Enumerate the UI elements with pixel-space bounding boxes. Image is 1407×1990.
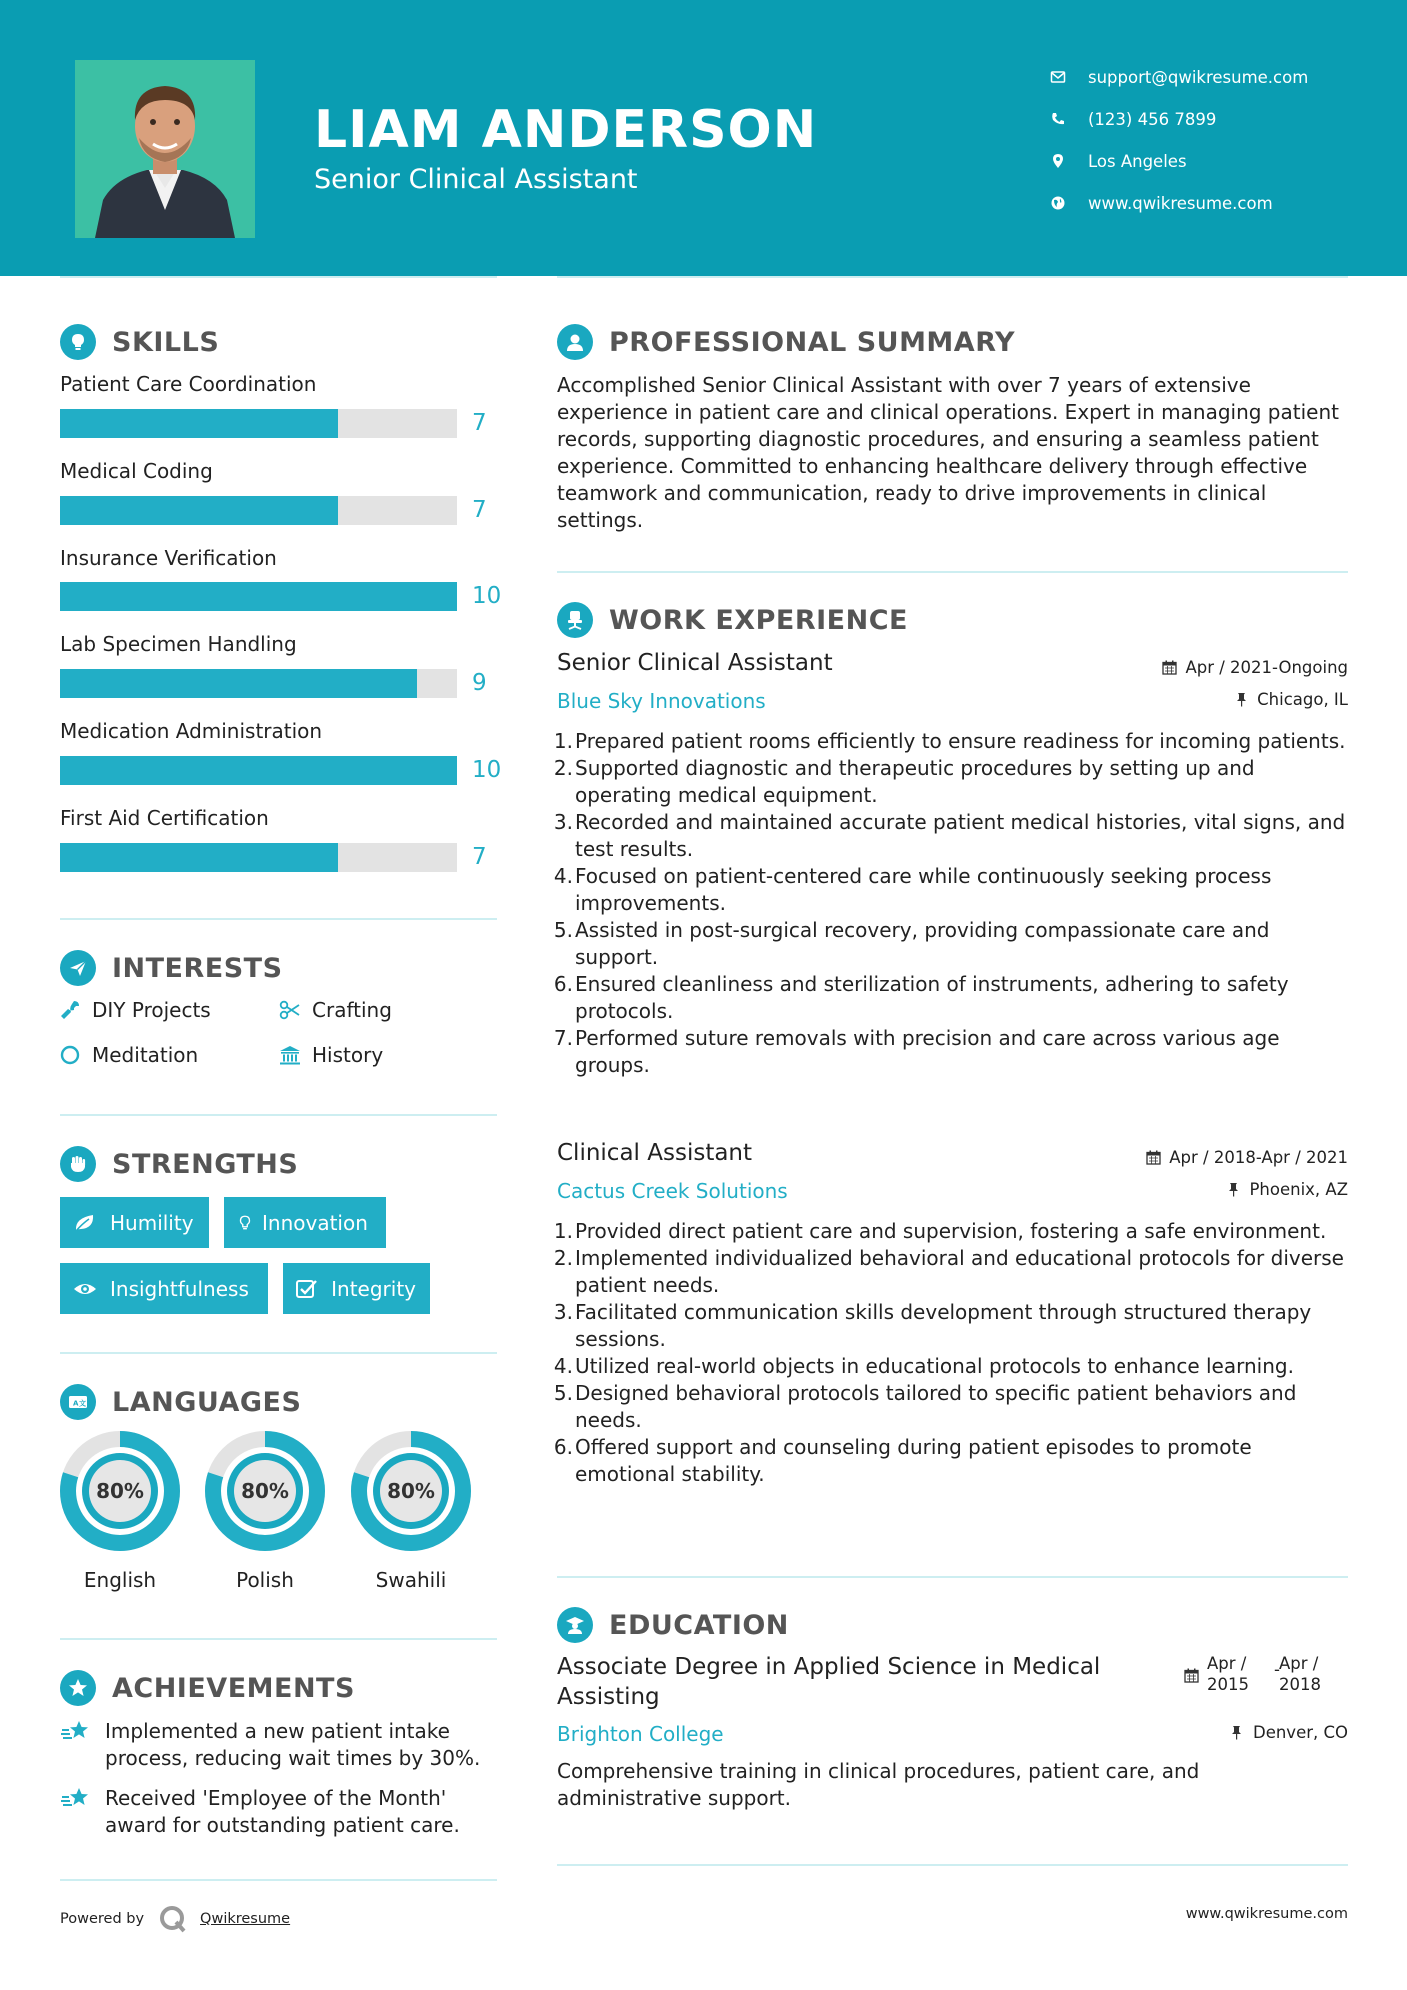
- education-description: Comprehensive training in clinical procedures, patient care, and administrative support.: [557, 1759, 1200, 1810]
- fist-icon: [60, 1146, 96, 1182]
- contact-phone: [1050, 98, 1308, 140]
- star-badge-icon: [60, 1670, 96, 1706]
- skill-label: Medical Coding: [60, 459, 213, 483]
- interest-item: [58, 995, 211, 1025]
- list-item: 2. Supported diagnostic and therapeutic procedures by setting up and operating medical equipment.: [553, 756, 1255, 807]
- job-bullets: [553, 1218, 1347, 1488]
- list-item: 3. Recorded and maintained accurate patient medical histories, vital signs, and test results.: [553, 810, 1346, 861]
- calendar-icon: [1161, 660, 1177, 676]
- list-item: 6. Ensured cleanliness and sterilization of instruments, adhering to safety protocols.: [553, 972, 1289, 1023]
- contact-location-text: Los Angeles: [1088, 151, 1187, 171]
- language-name: English: [83, 1568, 157, 1592]
- experience-divider: [557, 1576, 1348, 1578]
- skill-value: 7: [472, 844, 487, 870]
- contact-website: [1050, 182, 1308, 224]
- contact-phone-text: (123) 456 7899: [1088, 109, 1217, 129]
- powered-by-text: Powered by: [60, 1911, 145, 1927]
- skill-label: Patient Care Coordination: [60, 372, 317, 396]
- language-percent: 80%: [387, 1479, 435, 1503]
- interests-heading: [60, 948, 283, 988]
- skill-bar-track: [60, 756, 457, 785]
- list-item: 7. Performed suture removals with precision and care across various age groups.: [553, 1026, 1280, 1077]
- education-location-text: Denver, CO: [1252, 1723, 1348, 1742]
- skill-bar-fill: [60, 669, 417, 698]
- language-name: Polish: [236, 1568, 294, 1592]
- languages-divider: [60, 1638, 497, 1640]
- language-ring: [205, 1431, 325, 1551]
- strength-label: Innovation: [262, 1210, 368, 1235]
- interests-divider: [60, 1114, 497, 1116]
- job-location: [1225, 1180, 1348, 1199]
- strengths-heading: [60, 1144, 298, 1184]
- achievements-divider: [60, 1879, 497, 1881]
- achievement-text: Implemented a new patient intake process, reducing wait times by 30%.: [105, 1719, 481, 1770]
- education-location: [1229, 1723, 1348, 1742]
- languages-title: LANGUAGES: [112, 1386, 302, 1418]
- language-percent: 80%: [241, 1479, 289, 1503]
- paper-plane-icon: [60, 950, 96, 986]
- achievement-item: [60, 1718, 500, 1772]
- skill-bar-fill: [60, 756, 457, 785]
- strength-tag: [60, 1197, 209, 1248]
- skill-bar-track: [60, 496, 457, 525]
- globe-icon: [1050, 195, 1066, 211]
- scissors-icon: [278, 998, 302, 1022]
- job-location-text: Chicago, IL: [1257, 690, 1348, 709]
- language-ring: [351, 1431, 471, 1551]
- summary-title: PROFESSIONAL SUMMARY: [609, 326, 1016, 358]
- lightbulb-icon: [60, 324, 96, 360]
- svg-text:文: 文: [79, 1399, 86, 1408]
- language-card-icon: [60, 1384, 96, 1420]
- language-item: [60, 1431, 180, 1592]
- skill-label: Insurance Verification: [60, 546, 277, 570]
- job-location-text: Phoenix, AZ: [1249, 1180, 1348, 1199]
- brand-link[interactable]: Qwikresume: [200, 1911, 291, 1927]
- interest-label: History: [312, 1043, 384, 1067]
- skill-label: First Aid Certification: [60, 806, 269, 830]
- list-item: 3. Facilitated communication skills development through structured therapy sessions.: [553, 1300, 1312, 1351]
- skill-value: 10: [472, 757, 502, 783]
- job-company: Cactus Creek Solutions: [557, 1179, 788, 1203]
- eye-icon: [72, 1277, 98, 1301]
- achievements-title: ACHIEVEMENTS: [112, 1672, 355, 1704]
- achievement-text: Received 'Employee of the Month' award for outstanding patient care.: [105, 1786, 460, 1837]
- contact-email: [1050, 56, 1308, 98]
- candidate-name: LIAM ANDERSON: [314, 100, 818, 160]
- skill-bar-track: [60, 409, 457, 438]
- education-heading: [557, 1605, 789, 1645]
- skill-bar-fill: [60, 582, 457, 611]
- language-item: [351, 1431, 471, 1592]
- skill-value: 10: [472, 583, 502, 609]
- skill-bar-track: [60, 843, 457, 872]
- museum-icon: [278, 1043, 302, 1067]
- shooting-star-icon: [60, 1718, 92, 1746]
- lightbulb-icon: [236, 1211, 254, 1235]
- interest-item: [278, 995, 392, 1025]
- skill-value: 7: [472, 497, 487, 523]
- contact-email-text[interactable]: support@qwikresume.com: [1088, 67, 1309, 87]
- list-item: 5. Assisted in post-surgical recovery, providing compassionate care and support.: [553, 918, 1270, 969]
- interest-label: DIY Projects: [92, 998, 211, 1022]
- calendar-icon: [1145, 1150, 1161, 1166]
- strengths-title: STRENGTHS: [112, 1148, 299, 1180]
- graduate-icon: [557, 1607, 593, 1643]
- list-item: 6. Offered support and counseling during patient episodes to promote emotional stability.: [553, 1435, 1252, 1486]
- skill-value: 7: [472, 410, 487, 436]
- left-top-divider: [60, 276, 497, 278]
- skill-label: Medication Administration: [60, 719, 323, 743]
- candidate-title: Senior Clinical Assistant: [314, 164, 638, 195]
- footer-url[interactable]: www.qwikresume.com: [1185, 1906, 1348, 1922]
- language-item: [205, 1431, 325, 1592]
- experience-title: WORK EXPERIENCE: [609, 604, 908, 636]
- strength-tag: [283, 1263, 430, 1314]
- powered-by: [60, 1904, 290, 1934]
- job-location: [1233, 690, 1348, 709]
- pushpin-icon: [1233, 692, 1249, 708]
- education-degree: Associate Degree in Applied Science in Medical Assisting: [557, 1654, 1101, 1710]
- job-role: Senior Clinical Assistant: [557, 650, 833, 676]
- strength-label: Humility: [110, 1210, 194, 1235]
- skill-bar-track: [60, 669, 457, 698]
- office-chair-icon: [557, 602, 593, 638]
- calendar-icon: [1183, 1667, 1199, 1683]
- summary-text: Accomplished Senior Clinical Assistant with over 7 years of extensive experience in patient care and clinical operations. Expert in managing patient records, supporting diagnostic procedures, and ensuring a seamless patient experience. Committed to enhancing healthcare delivery through effective teamwork and communication, ready to drive improvements in clinical settings.: [557, 373, 1339, 532]
- education-title: EDUCATION: [609, 1609, 789, 1641]
- language-ring: [60, 1431, 180, 1551]
- pushpin-icon: [1229, 1725, 1245, 1741]
- leaf-icon: [72, 1211, 98, 1235]
- education-date-separator: -: [1274, 1660, 1280, 1679]
- achievements-heading: [60, 1668, 355, 1708]
- skills-divider: [60, 918, 497, 920]
- right-top-divider: [557, 276, 1348, 278]
- job-role: Clinical Assistant: [557, 1140, 753, 1166]
- list-item: 5. Designed behavioral protocols tailored to specific patient behaviors and needs.: [553, 1381, 1297, 1432]
- list-item: 1. Prepared patient rooms efficiently to ensure readiness for incoming patients.: [553, 729, 1346, 753]
- wrench-icon: [58, 998, 82, 1022]
- interest-label: Crafting: [312, 998, 392, 1022]
- person-photo-icon: [75, 60, 255, 238]
- summary-heading: [557, 322, 1015, 362]
- job-date-text: Apr / 2021-Ongoing: [1185, 658, 1348, 677]
- phone-icon: [1050, 111, 1066, 127]
- education-school: Brighton College: [557, 1722, 724, 1746]
- pushpin-icon: [1225, 1182, 1241, 1198]
- education-start-date: Apr / 2015: [1207, 1654, 1249, 1694]
- strength-tag: [224, 1197, 386, 1248]
- skill-bar-fill: [60, 409, 338, 438]
- interest-item: [278, 1040, 383, 1070]
- location-icon: [1050, 153, 1066, 169]
- job-date: [1145, 1148, 1348, 1167]
- skill-bar-fill: [60, 843, 338, 872]
- skill-bar-fill: [60, 496, 338, 525]
- job-bullets: [553, 728, 1347, 1079]
- mail-icon: [1050, 69, 1066, 85]
- strength-tag: [60, 1263, 268, 1314]
- experience-heading: [557, 600, 908, 640]
- achievement-item: [60, 1785, 500, 1839]
- summary-divider: [557, 571, 1348, 573]
- circle-icon: [58, 1043, 82, 1067]
- qwikresume-logo-icon: [158, 1904, 188, 1934]
- skill-value: 9: [472, 670, 487, 696]
- strengths-divider: [60, 1352, 497, 1354]
- list-item: 4. Utilized real-world objects in educational protocols to enhance learning.: [553, 1354, 1294, 1378]
- language-name: Swahili: [375, 1568, 447, 1592]
- job-date-text: Apr / 2018-Apr / 2021: [1169, 1148, 1348, 1167]
- contact-location: [1050, 140, 1308, 182]
- list-item: 2. Implemented individualized behavioral and educational protocols for diverse patient needs.: [553, 1246, 1344, 1297]
- user-icon: [557, 324, 593, 360]
- contact-list: [1050, 56, 1308, 224]
- check-square-icon: [295, 1277, 319, 1301]
- skills-title: SKILLS: [112, 326, 220, 358]
- svg-text:A: A: [73, 1399, 79, 1408]
- strength-label: Integrity: [331, 1276, 416, 1301]
- education-end-date: Apr / 2018: [1279, 1654, 1321, 1694]
- job-date: [1161, 658, 1348, 677]
- contact-website-text[interactable]: www.qwikresume.com: [1088, 193, 1273, 213]
- interests-title: INTERESTS: [112, 952, 283, 984]
- skill-label: Lab Specimen Handling: [60, 632, 297, 656]
- interest-item: [58, 1040, 198, 1070]
- job-company: Blue Sky Innovations: [557, 689, 766, 713]
- shooting-star-icon: [60, 1785, 92, 1813]
- education-divider: [557, 1864, 1348, 1866]
- skills-heading: [60, 322, 219, 362]
- resume-header: [0, 0, 1407, 276]
- list-item: 4. Focused on patient-centered care while continuously seeking process improvements.: [553, 864, 1272, 915]
- strength-label: Insightfulness: [110, 1276, 249, 1301]
- language-percent: 80%: [96, 1479, 144, 1503]
- interest-label: Meditation: [92, 1043, 199, 1067]
- list-item: 1. Provided direct patient care and supervision, fostering a safe environment.: [553, 1219, 1327, 1243]
- skill-bar-track: [60, 582, 457, 611]
- languages-heading: [60, 1382, 301, 1422]
- profile-photo: [75, 60, 255, 238]
